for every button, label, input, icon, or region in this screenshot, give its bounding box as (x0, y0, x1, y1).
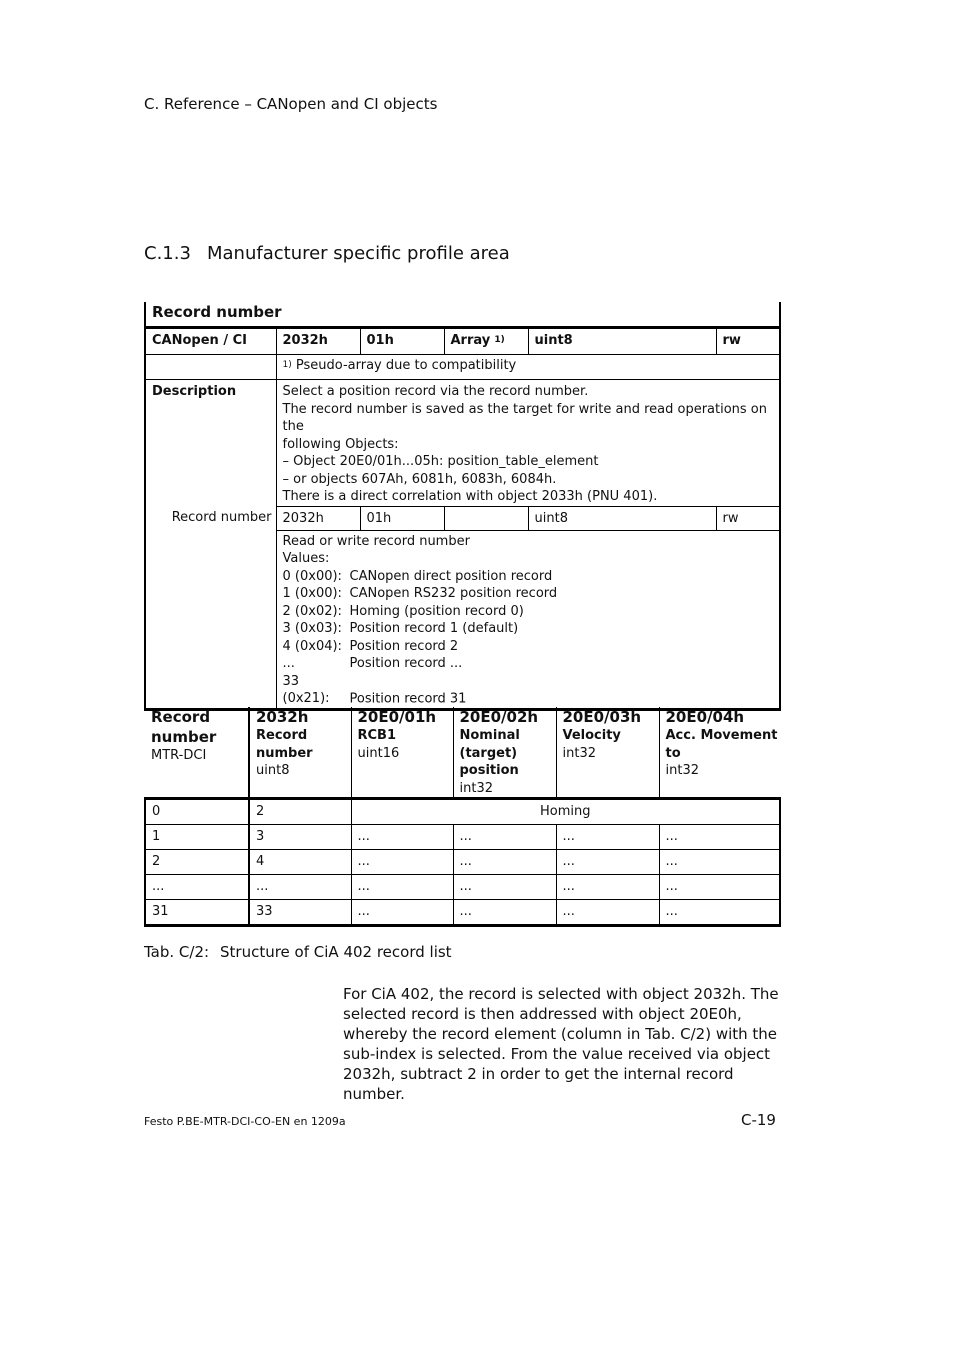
sub-label: Record number (145, 506, 276, 530)
table-row: 0 2 Homing (145, 799, 780, 825)
sub-datatype: uint8 (528, 506, 716, 530)
value-line: 0 (0x00): CANopen direct position record (282, 568, 553, 584)
object-type: Array $^{1)}$ (444, 328, 528, 355)
object-datatype: uint8 (528, 328, 716, 355)
value-line: 3 (0x03): Position record 1 (default) (282, 621, 519, 636)
table-caption (144, 943, 452, 961)
section-number: C.1.3 (144, 243, 191, 264)
object-index: 2032h (276, 328, 360, 355)
object-table (144, 302, 781, 711)
canopen-label: CANopen / CI (145, 328, 276, 355)
object-subindex: 01h (360, 328, 444, 355)
value-line: 33 (0x21): Position record 31 (282, 673, 467, 706)
value-line: 2 (0x02): Homing (position record 0) (282, 603, 524, 619)
chapter-header: C. Reference – CANopen and CI objects (144, 95, 438, 113)
section-title: Manufacturer specific profile area (207, 243, 510, 264)
page-number: C-19 (741, 1111, 776, 1129)
object-title: Record number (145, 302, 780, 328)
description-label: Description (145, 380, 276, 507)
footnote-blank (145, 355, 276, 380)
values-blank (145, 530, 276, 709)
table-row: 2 4 ... ... ... ... (145, 850, 780, 875)
table-row: ... ... ... ... ... ... (145, 875, 780, 900)
sub-type (444, 506, 528, 530)
sub-subindex: 01h (360, 506, 444, 530)
type-footnote-mark: 1) (494, 335, 505, 345)
table-row: 1 3 ... ... ... ... (145, 825, 780, 850)
object-access: rw (716, 328, 780, 355)
footer-document-id: Festo P.BE-MTR-DCI-CO-EN en 1209a (144, 1115, 346, 1128)
header-record-number: Record number MTR-DCI (145, 707, 249, 799)
header-20e0-04h: 20E0/04h Acc. Movement to int32 (659, 707, 780, 799)
homing-cell: Homing (351, 799, 780, 825)
header-20e0-01h: 20E0/01h RCB1 uint16 (351, 707, 453, 799)
header-20e0-03h: 20E0/03h Velocity int32 (556, 707, 659, 799)
value-line: 1 (0x00): CANopen RS232 position record (282, 586, 558, 601)
header-2032h: 2032h Record number uint8 (249, 707, 351, 799)
caption-label: Tab. C/2: (144, 943, 210, 961)
caption-text: Structure of CiA 402 record list (220, 943, 452, 961)
value-line: ... Position record ... (282, 656, 463, 671)
description-text: Select a position record via the record number. The record number is saved as the target for write and read operations on the following Objects: – Object 20E0/01h...05h: position_table_element – or objects 607Ah, 6081h, 6083h, 6084h. There is a direct correlation with object 2033h (PNU 401). (276, 380, 780, 507)
table-row: 31 33 ... ... ... ... (145, 900, 780, 926)
values-text: Read or write record number Values: 0 (0x00): CANopen direct position record 1 (0x00): CANopen RS232 position record 2 (0x02): Homing (position record 0) 3 (0x03): Position record 1 (default) 4 (0x04): Position record 2 ... Position record ... 33 (0x21): Position record 31 (276, 530, 780, 709)
header-20e0-02h: 20E0/02h Nominal (target) position int32 (453, 707, 556, 799)
footnote: $^{1)}$ Pseudo-array due to compatibility (276, 355, 780, 380)
record-structure-table (144, 707, 781, 927)
body-paragraph: For CiA 402, the record is selected with object 2032h. The selected record is then addressed with object 20E0h, whereby the record element (column in Tab. C/2) with the sub-index is selected. From the value received via object 2032h, subtract 2 in order to get the internal record number. (343, 985, 779, 1103)
value-line: 4 (0x04): Position record 2 (282, 638, 459, 654)
sub-index: 2032h (276, 506, 360, 530)
section-heading (144, 243, 510, 264)
sub-access: rw (716, 506, 780, 530)
